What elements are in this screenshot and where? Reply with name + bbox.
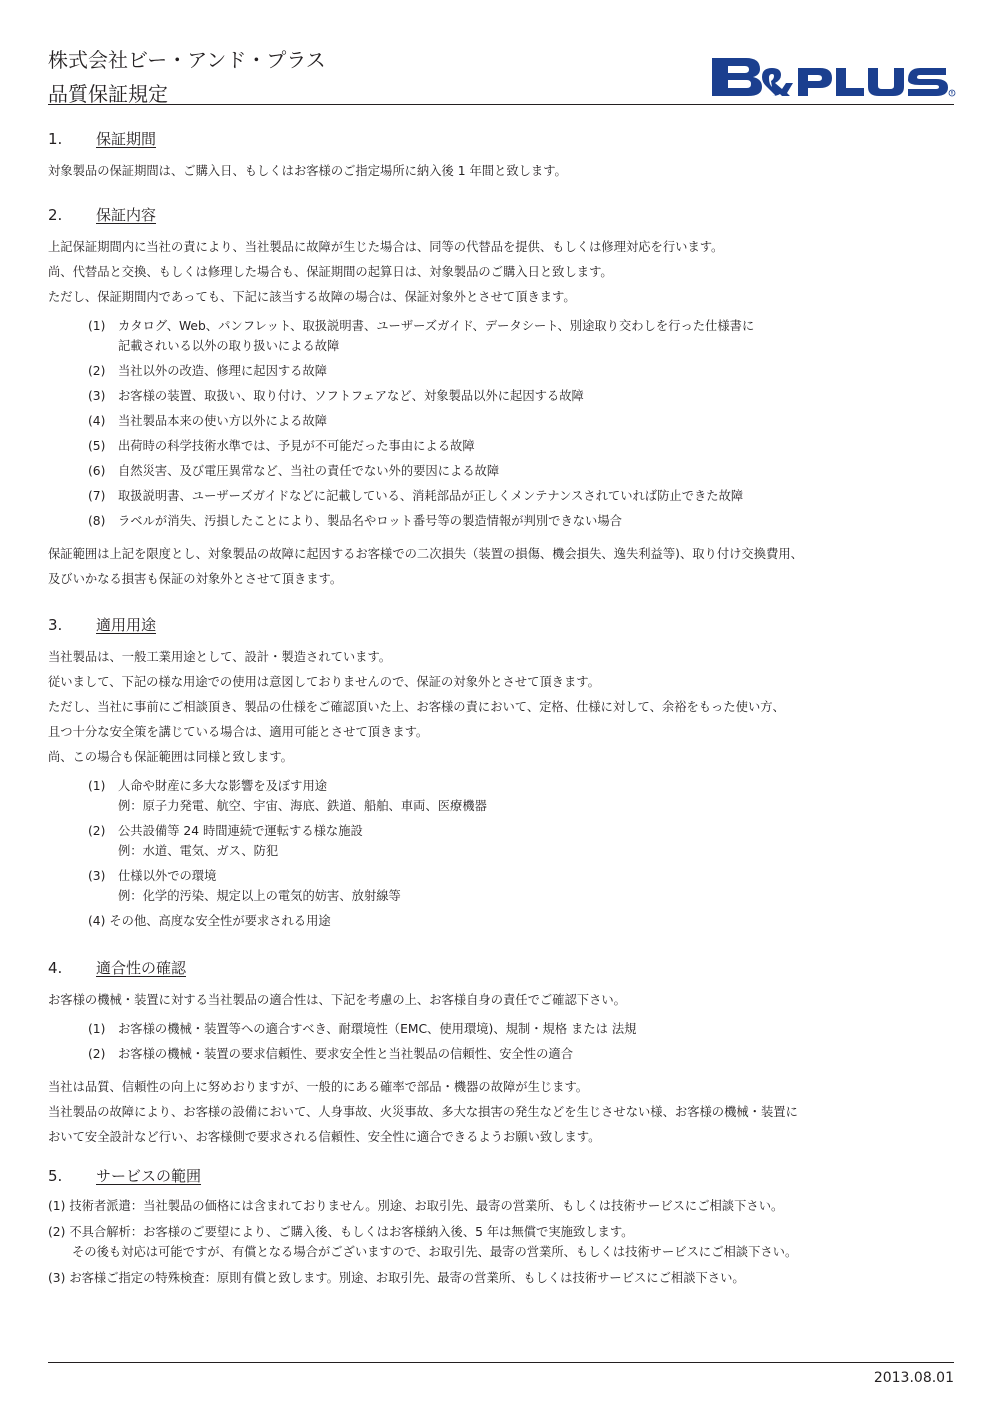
list-item: (1) 人命や財産に多大な影響を及ぼす用途 例：原子力発電、航空、宇宙、海底、鉄道、船舶、車両、医療機器 <box>88 779 487 813</box>
paragraph: おいて安全設計など行い、お客様側で要求される信頼性、安全性に適合できるようお願い致します。 <box>48 1130 601 1144</box>
section-heading: 1. 保証期間 <box>48 130 157 148</box>
document-date: 2013.08.01 <box>873 1370 954 1386</box>
list-item: (1) カタログ、Web、パンフレット、取扱説明書、ユーザーズガイド、データシート、別途取り交わしを行った仕様書に 記載されいる以外の取り扱いによる故障 <box>88 319 755 353</box>
section-service-scope <box>48 1165 954 1294</box>
list-item: (2) お客様の機械・装置の要求信頼性、要求安全性と当社製品の信頼性、安全性の適合 <box>88 1047 573 1061</box>
list-item: (4) 当社製品本来の使い方以外による故障 <box>88 414 328 428</box>
document-title: 品質保証規定 <box>48 82 168 106</box>
list-item: (3) お客様の装置、取扱い、取り付け、ソフトフェアなど、対象製品以外に起因する故障 <box>88 389 584 403</box>
section-warranty-period <box>48 128 954 184</box>
service-item: (1) 技術者派遣：当社製品の価格には含まれておりません。別途、お取引先、最寄の営業所、もしくは技術サービスにご相談下さい。 <box>48 1199 784 1213</box>
footer-divider <box>48 1362 954 1363</box>
paragraph: 尚、代替品と交換、もしくは修理した場合も、保証期間の起算日は、対象製品のご購入日と致します。 <box>48 265 613 279</box>
company-name: 株式会社ビー・アンド・プラス <box>48 48 326 72</box>
list-item: (4) その他、高度な安全性が要求される用途 <box>88 914 331 928</box>
paragraph: 上記保証期間内に当社の責により、当社製品に故障が生じた場合は、同等の代替品を提供、もしくは修理対応を行います。 <box>48 240 724 254</box>
list-item: (2) 公共設備等 24 時間連続で運転する様な施設 例：水道、電気、ガス、防犯 <box>88 824 363 858</box>
paragraph: 尚、この場合も保証範囲は同様と致します。 <box>48 750 293 764</box>
paragraph: 且つ十分な安全策を講じている場合は、適用可能とさせて頂きます。 <box>48 725 429 739</box>
paragraph: 当社製品の故障により、お客様の設備において、人身事故、火災事故、多大な損害の発生などを生じさせない様、お客様の機械・装置に <box>48 1105 798 1119</box>
list-item: (5) 出荷時の科学技術水準では、予見が不可能だった事由による故障 <box>88 439 475 453</box>
list-item: (7) 取扱説明書、ユーザーズガイドなどに記載している、消耗部品が正しくメンテナンスされていれば防止できた故障 <box>88 489 744 503</box>
list-item: (3) 仕様以外での環境 例：化学的汚染、規定以上の電気的妨害、放射線等 <box>88 869 401 903</box>
svg-text:R: R <box>950 90 954 96</box>
application-list <box>48 776 954 931</box>
paragraph: 従いまして、下記の様な用途での使用は意図しておりませんので、保証の対象外とさせて頂きます。 <box>48 675 600 689</box>
paragraph: お客様の機械・装置に対する当社製品の適合性は、下記を考慮の上、お客様自身の責任でご確認下さい。 <box>48 993 626 1007</box>
list-item: (8) ラベルが消失、汚損したことにより、製品名やロット番号等の製造情報が判別できない場合 <box>88 514 622 528</box>
list-item: (2) 当社以外の改造、修理に起因する故障 <box>88 364 328 378</box>
section-suitability <box>48 957 954 1150</box>
service-item: (2) 不具合解析：お客様のご要望により、ご購入後、もしくはお客様納入後、5 年は無償で実施致します。 その後も対応は可能ですが、有償となる場合がございますので、お取引先、最寄の営業所、もしくは技術サービスにご相談下さい。 <box>48 1225 798 1259</box>
section-heading: 4. 適合性の確認 <box>48 959 187 977</box>
section-warranty-content <box>48 204 954 592</box>
section-heading: 3. 適用用途 <box>48 616 157 634</box>
service-item: (3) お客様ご指定の特殊検査：原則有償と致します。別途、お取引先、最寄の営業所、もしくは技術サービスにご相談下さい。 <box>48 1271 745 1285</box>
suitability-list <box>48 1019 954 1064</box>
paragraph: ただし、保証期間内であっても、下記に該当する故障の場合は、保証対象外とさせて頂きます。 <box>48 290 576 304</box>
bplus-logo-mark <box>712 56 956 98</box>
paragraph: ただし、当社に事前にご相談頂き、製品の仕様をご確認頂いた上、お客様の責において、定格、仕様に対して、余裕をもった使い方、 <box>48 700 785 714</box>
section-heading: 2. 保証内容 <box>48 206 157 224</box>
bplus-logo <box>712 56 956 102</box>
list-item: (1) お客様の機械・装置等への適合すべき、耐環境性（EMC、使用環境)、規制・規格 または 法規 <box>88 1022 637 1036</box>
document-page <box>48 0 954 1415</box>
exclusion-list <box>48 316 954 531</box>
section-applications <box>48 614 954 936</box>
paragraph: 当社は品質、信頼性の向上に努めおりますが、一般的にある確率で部品・機器の故障が生じます。 <box>48 1080 589 1094</box>
list-item: (6) 自然災害、及び電圧異常など、当社の責任でない外的要因による故障 <box>88 464 500 478</box>
header-divider <box>48 104 954 105</box>
paragraph: 保証範囲は上記を限度とし、対象製品の故障に起因するお客様での二次損失（装置の損傷、機会損失、逸失利益等)、取り付け交換費用、 <box>48 547 803 561</box>
paragraph: 当社製品は、一般工業用途として、設計・製造されています。 <box>48 650 392 664</box>
paragraph: 対象製品の保証期間は、ご購入日、もしくはお客様のご指定場所に納入後 1 年間と致します。 <box>48 164 567 178</box>
paragraph: 及びいかなる損害も保証の対象外とさせて頂きます。 <box>48 572 343 586</box>
section-heading: 5. サービスの範囲 <box>48 1167 202 1185</box>
